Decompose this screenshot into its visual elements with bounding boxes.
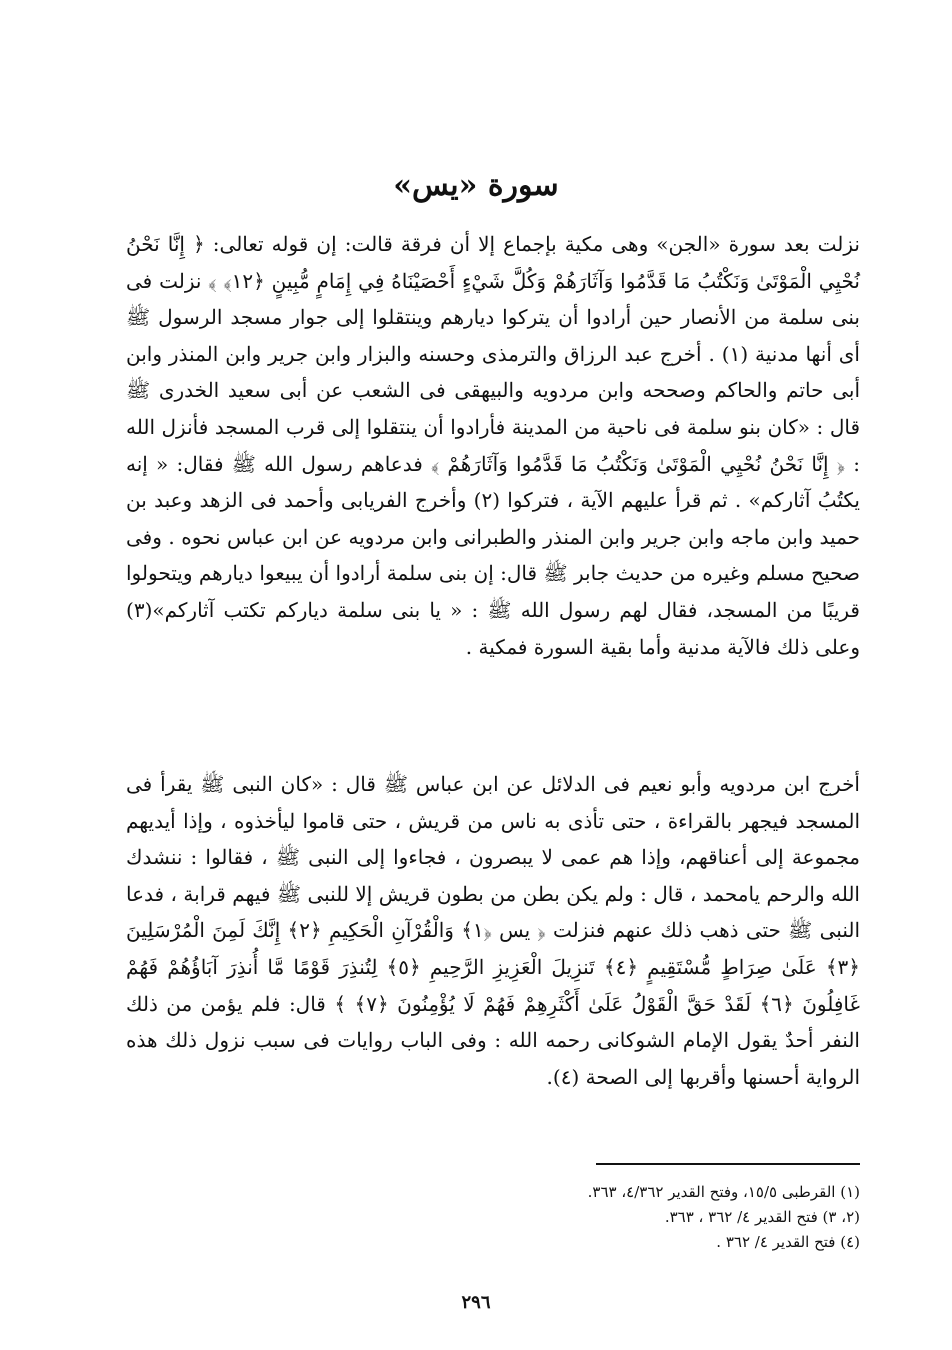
footnotes [300,1180,860,1255]
body-paragraph-2 [126,766,860,1095]
page-number: ٢٩٦ [461,1292,491,1313]
footnote-divider [596,1163,860,1165]
paragraph-text: أخرج ابن مردويه وأبو نعيم فى الدلائل عن ابن عباس ﷺ قال : «كان النبى ﷺ يقرأ فى المسجد فيجهر بالقراءة ، حتى تأذى به ناس من قريش ، حتى قاموا ليأخذوه ، وإذا أيديهم مجموعة إلى أعناقهم، وإذا هم عمى لا يبصرون ، فجاءوا إلى النبى ﷺ ، فقالوا : ننشدك الله والرحم يامحمد ، قال : ولم يكن بطن من بطون قريش إلا للنبى ﷺ فيهم قرابة ، فدعا النبى ﷺ حتى ذهب ذلك عنهم فنزلت ﴿ يس ﴿١﴾ وَالْقُرْآنِ الْحَكِيمِ ﴿٢﴾ إِنَّكَ لَمِنَ الْمُرْسَلِينَ ﴿٣﴾ عَلَىٰ صِرَاطٍ مُّسْتَقِيمٍ ﴿٤﴾ تَنزِيلَ الْعَزِيزِ الرَّحِيمِ ﴿٥﴾ لِتُنذِرَ قَوْمًا مَّا أُنذِرَ آبَاؤُهُمْ فَهُمْ غَافِلُونَ ﴿٦﴾ لَقَدْ حَقَّ الْقَوْلُ عَلَىٰ أَكْثَرِهِمْ فَهُمْ لَا يُؤْمِنُونَ ﴿٧﴾ ﴾ قال: فلم يؤمن من ذلك النفر أحدٌ يقول الإمام الشوكانى رحمه الله : وفى الباب روايات فى سبب نزول ذلك هذه الرواية أحسنها وأقربها إلى الصحة (٤). [126,772,861,1089]
paragraph-text: نزلت بعد سورة «الجن» وهى مكية بإجماع إلا أن فرقة قالت: إن قوله تعالى: ﴿ إِنَّا نَحْنُ نُحْيِي الْمَوْتَىٰ وَنَكْتُبُ مَا قَدَّمُوا وَآثَارَهُمْ وَكُلَّ شَيْءٍ أَحْصَيْنَاهُ فِي إِمَامٍ مُّبِينٍ ﴿١٢﴾ ﴾ نزلت فى بنى سلمة من الأنصار حين أرادوا أن يتركوا ديارهم وينتقلوا إلى جوار مسجد الرسول ﷺ أى أنها مدنية (١) . أخرج عبد الرزاق والترمذى وحسنه والبزار وابن جرير وابن المنذر وابن أبى حاتم والحاكم وصححه وابن مردويه والبيهقى فى الشعب عن أبى سعيد الخدرى ﷺ قال : «كان بنو سلمة فى ناحية من المدينة فأرادوا أن ينتقلوا إلى قرب المسجد فأنزل الله : ﴿ إِنَّا نَحْنُ نُحْيِي الْمَوْتَىٰ وَنَكْتُبُ مَا قَدَّمُوا وَآثَارَهُمْ ﴾ فدعاهم رسول الله ﷺ فقال: « إنه يكتُبُ آثاركم» . ثم قرأ عليهم الآية ، فتركوا (٢) وأخرج الفريابى وأحمد فى الزهد وعبد بن حميد وابن ماجه وابن جرير وابن المنذر والطبرانى وابن مردويه عن ابن عباس نحوه . وفى صحيح مسلم وغيره من حديث جابر ﷺ قال: إن بنى سلمة أرادوا أن يبيعوا ديارهم ويتحولوا قريبًا من المسجد، فقال لهم رسول الله ﷺ : « يا بنى سلمة دياركم تكتب آثاركم»(٣) وعلى ذلك فالآية مدنية وأما بقية السورة فمكية . [126,232,860,659]
footnote-2: (٢، ٣) فتح القدير ٤/ ٣٦٢ ، ٣٦٣. [664,1208,860,1226]
body-paragraph-1 [126,226,860,665]
footnote-1: (١) القرطبى ١٥/٥، وفتح القدير ٤/٣٦٢، ٣٦٣. [587,1183,860,1201]
footnote-3: (٤) فتح القدير ٤/ ٣٦٢ . [716,1233,860,1251]
surah-title: سورة «يس» [393,168,559,203]
